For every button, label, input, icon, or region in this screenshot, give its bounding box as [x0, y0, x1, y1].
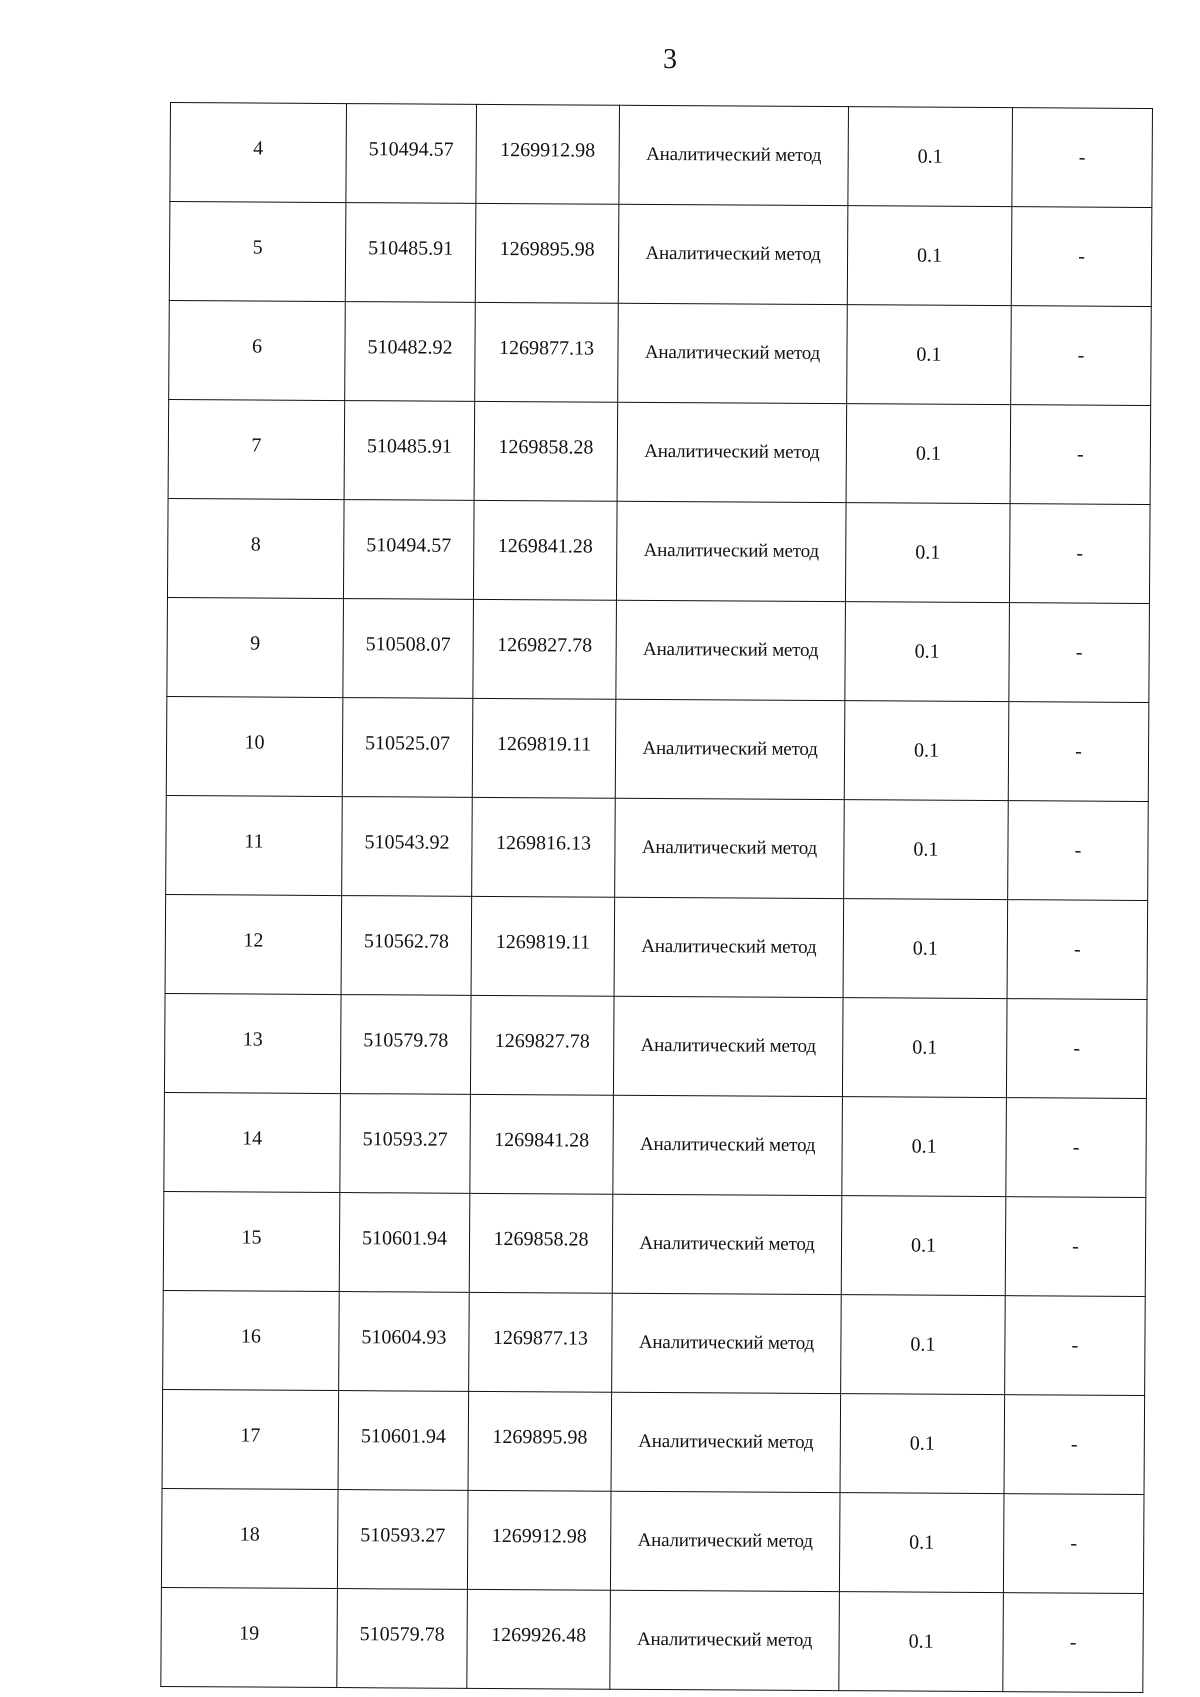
- accuracy-cell: 0.1: [848, 107, 1013, 207]
- method-cell: Аналитический метод: [612, 1194, 842, 1294]
- coordinate-x-cell: 510525.07: [342, 698, 473, 798]
- coordinate-y-cell: 1269841.28: [470, 1094, 614, 1194]
- coordinate-y-cell: 1269827.78: [473, 599, 617, 699]
- point-number-cell: 16: [163, 1290, 340, 1390]
- point-number-cell: 13: [164, 993, 341, 1093]
- coordinate-x-cell: 510604.93: [339, 1292, 470, 1392]
- coordinate-y-cell: 1269912.98: [476, 104, 620, 204]
- accuracy-cell: 0.1: [847, 305, 1012, 405]
- coordinates-table-body: [161, 103, 1153, 1693]
- coordinate-y-cell: 1269819.11: [471, 896, 615, 996]
- accuracy-cell: 0.1: [845, 503, 1010, 603]
- table-row: [161, 1488, 1144, 1593]
- method-cell: Аналитический метод: [610, 1590, 840, 1690]
- accuracy-cell: 0.1: [840, 1394, 1005, 1494]
- note-cell: -: [1011, 207, 1152, 307]
- coordinate-x-cell: 510543.92: [342, 797, 473, 897]
- coordinate-y-cell: 1269926.48: [467, 1589, 611, 1689]
- coordinate-x-cell: 510494.57: [346, 104, 477, 204]
- point-number-cell: 12: [165, 894, 342, 994]
- method-cell: Аналитический метод: [617, 402, 847, 502]
- method-cell: Аналитический метод: [615, 798, 845, 898]
- coordinate-x-cell: 510485.91: [345, 203, 476, 303]
- note-cell: -: [1009, 504, 1150, 604]
- note-cell: -: [1003, 1593, 1144, 1693]
- point-number-cell: 19: [161, 1587, 338, 1687]
- method-cell: Аналитический метод: [619, 105, 849, 205]
- coordinate-x-cell: 510508.07: [343, 599, 474, 699]
- coordinate-y-cell: 1269895.98: [468, 1391, 612, 1491]
- point-number-cell: 8: [167, 498, 344, 598]
- table-row: [166, 795, 1149, 900]
- accuracy-cell: 0.1: [846, 404, 1011, 504]
- coordinate-x-cell: 510482.92: [345, 302, 476, 402]
- coordinate-x-cell: 510593.27: [337, 1490, 468, 1590]
- coordinate-y-cell: 1269912.98: [467, 1490, 611, 1590]
- accuracy-cell: 0.1: [845, 602, 1010, 702]
- coordinate-y-cell: 1269827.78: [470, 995, 614, 1095]
- note-cell: -: [1004, 1395, 1145, 1495]
- coordinate-y-cell: 1269877.13: [475, 302, 619, 402]
- table-row: [167, 597, 1150, 702]
- coordinate-y-cell: 1269895.98: [475, 203, 619, 303]
- note-cell: -: [1006, 999, 1147, 1099]
- page-number: 3: [663, 44, 677, 75]
- coordinate-y-cell: 1269841.28: [473, 500, 617, 600]
- point-number-cell: 15: [163, 1191, 340, 1291]
- coordinates-table: [160, 102, 1153, 1693]
- accuracy-cell: 0.1: [842, 1097, 1007, 1197]
- coordinate-x-cell: 510562.78: [341, 896, 472, 996]
- point-number-cell: 6: [169, 300, 346, 400]
- coordinate-y-cell: 1269858.28: [474, 401, 618, 501]
- table-row: [168, 399, 1151, 504]
- coordinate-x-cell: 510494.57: [343, 500, 474, 600]
- point-number-cell: 10: [166, 696, 343, 796]
- note-cell: -: [1009, 603, 1150, 703]
- coordinate-y-cell: 1269816.13: [472, 797, 616, 897]
- table-row: [169, 202, 1152, 307]
- coordinate-x-cell: 510579.78: [340, 995, 471, 1095]
- table-row: [167, 498, 1150, 603]
- table-row: [163, 1191, 1146, 1296]
- coordinate-y-cell: 1269819.11: [472, 698, 616, 798]
- note-cell: -: [1007, 900, 1148, 1000]
- table-row: [163, 1290, 1146, 1395]
- accuracy-cell: 0.1: [843, 899, 1008, 999]
- table-row: [169, 300, 1152, 405]
- accuracy-cell: 0.1: [841, 1295, 1006, 1395]
- accuracy-cell: 0.1: [841, 1196, 1006, 1296]
- coordinates-table-wrap: [160, 102, 1152, 1693]
- method-cell: Аналитический метод: [618, 204, 848, 304]
- accuracy-cell: 0.1: [847, 206, 1012, 306]
- note-cell: -: [1012, 108, 1153, 208]
- note-cell: -: [1005, 1197, 1146, 1297]
- point-number-cell: 18: [161, 1488, 338, 1588]
- point-number-cell: 17: [162, 1389, 339, 1489]
- method-cell: Аналитический метод: [610, 1491, 840, 1591]
- accuracy-cell: 0.1: [844, 800, 1009, 900]
- table-row: [161, 1587, 1144, 1692]
- coordinate-x-cell: 510485.91: [344, 401, 475, 501]
- table-row: [164, 993, 1147, 1098]
- coordinate-x-cell: 510601.94: [338, 1391, 469, 1491]
- point-number-cell: 14: [164, 1092, 341, 1192]
- method-cell: Аналитический метод: [616, 600, 846, 700]
- note-cell: -: [1003, 1494, 1144, 1594]
- point-number-cell: 11: [166, 795, 343, 895]
- method-cell: Аналитический метод: [613, 1095, 843, 1195]
- accuracy-cell: 0.1: [839, 1493, 1004, 1593]
- note-cell: -: [1005, 1296, 1146, 1396]
- method-cell: Аналитический метод: [612, 1293, 842, 1393]
- method-cell: Аналитический метод: [611, 1392, 841, 1492]
- accuracy-cell: 0.1: [842, 998, 1007, 1098]
- method-cell: Аналитический метод: [618, 303, 848, 403]
- note-cell: -: [1006, 1098, 1147, 1198]
- coordinate-x-cell: 510593.27: [340, 1094, 471, 1194]
- note-cell: -: [1008, 702, 1149, 802]
- point-number-cell: 4: [170, 103, 347, 203]
- accuracy-cell: 0.1: [839, 1592, 1004, 1692]
- table-row: [162, 1389, 1145, 1494]
- accuracy-cell: 0.1: [844, 701, 1009, 801]
- method-cell: Аналитический метод: [615, 699, 845, 799]
- coordinate-x-cell: 510579.78: [337, 1589, 468, 1689]
- table-row: [164, 1092, 1147, 1197]
- point-number-cell: 7: [168, 399, 345, 499]
- point-number-cell: 5: [169, 202, 346, 302]
- coordinate-y-cell: 1269877.13: [469, 1292, 613, 1392]
- point-number-cell: 9: [167, 597, 344, 697]
- method-cell: Аналитический метод: [614, 897, 844, 997]
- note-cell: -: [1008, 801, 1149, 901]
- note-cell: -: [1010, 405, 1151, 505]
- method-cell: Аналитический метод: [616, 501, 846, 601]
- table-row: [170, 103, 1153, 208]
- method-cell: Аналитический метод: [613, 996, 843, 1096]
- coordinate-x-cell: 510601.94: [339, 1193, 470, 1293]
- table-row: [166, 696, 1149, 801]
- table-row: [165, 894, 1148, 999]
- note-cell: -: [1011, 306, 1152, 406]
- coordinate-y-cell: 1269858.28: [469, 1193, 613, 1293]
